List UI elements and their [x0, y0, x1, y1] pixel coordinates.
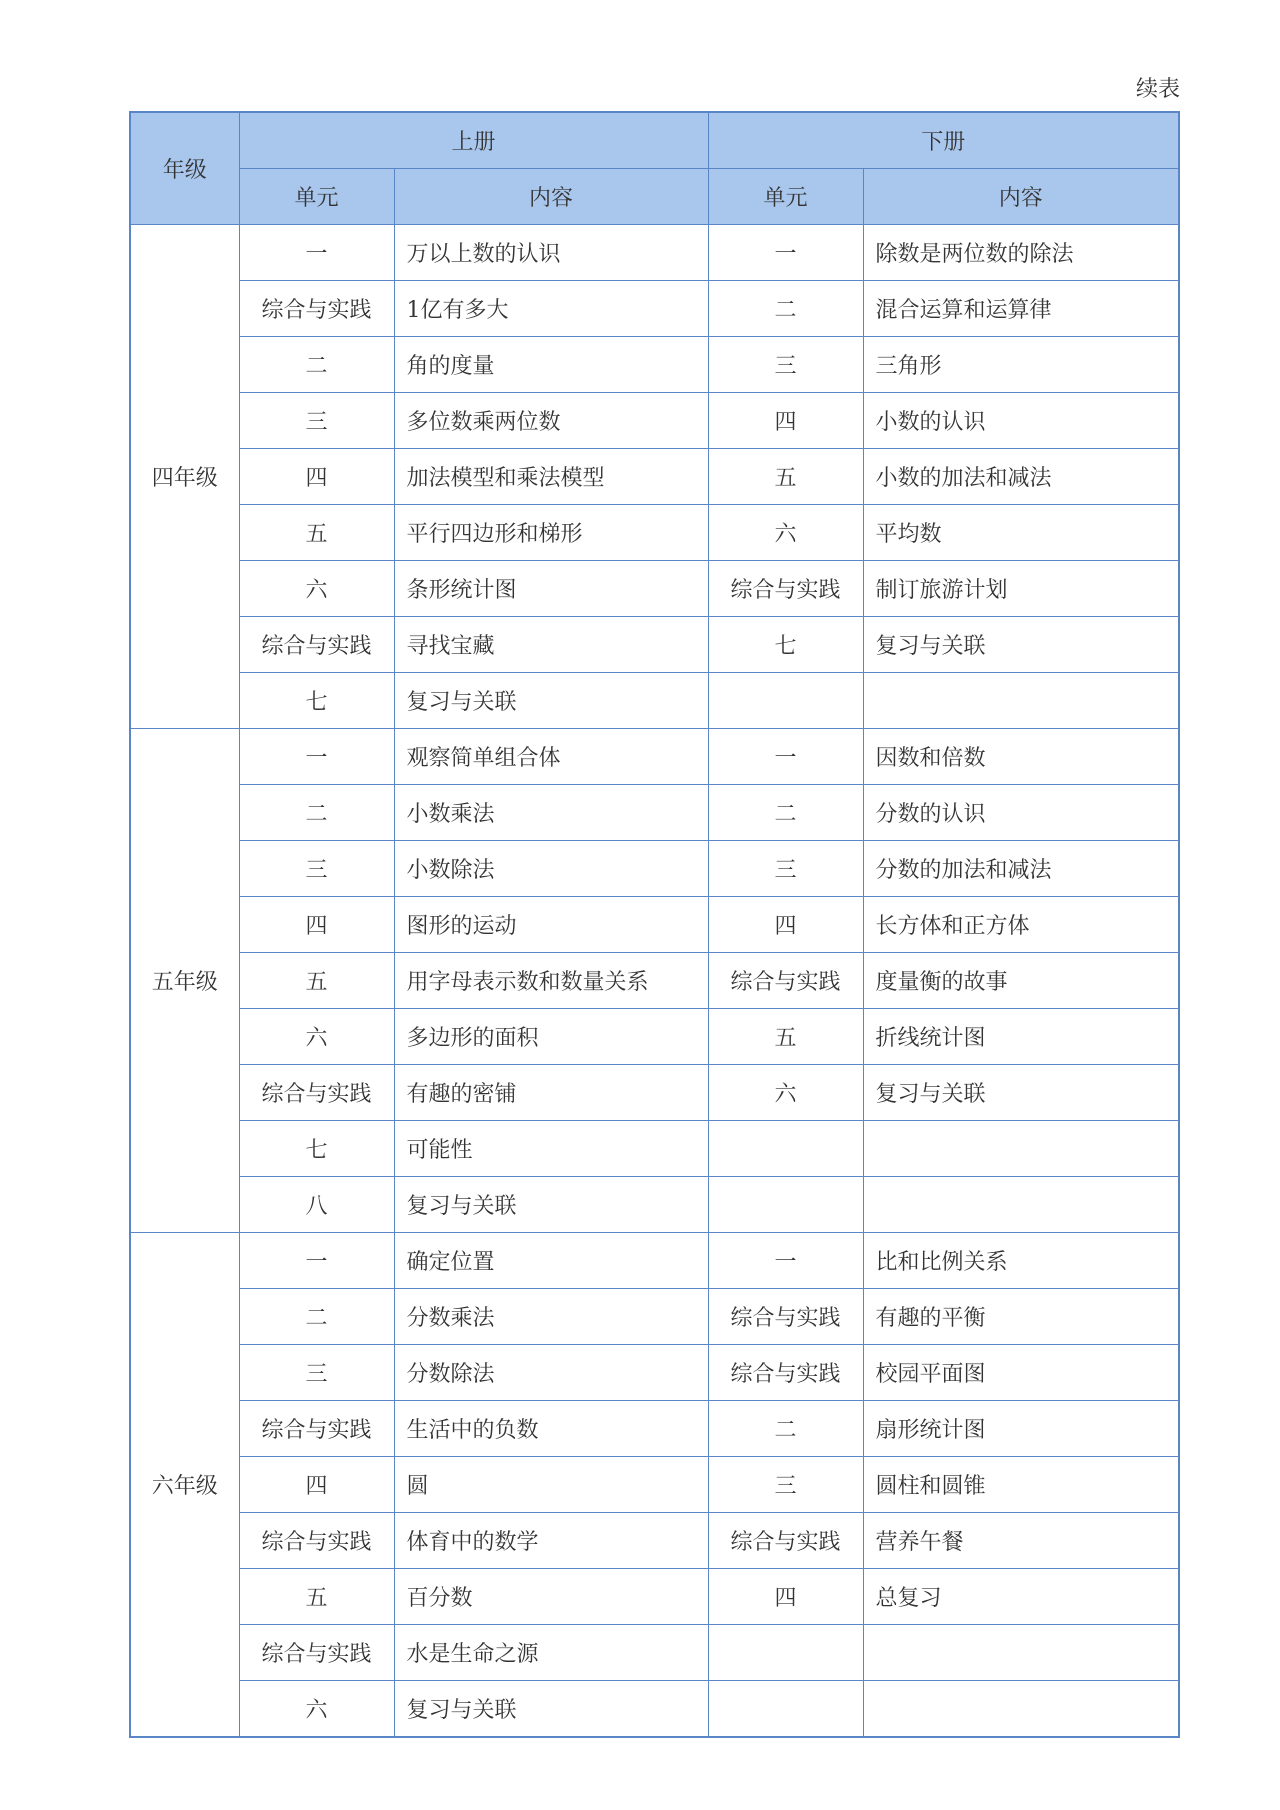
table-row [130, 1345, 1179, 1401]
vol2-unit-cell [708, 1625, 863, 1681]
vol2-content-cell: 因数和倍数 [863, 729, 1179, 785]
vol1-content-cell: 万以上数的认识 [394, 225, 708, 281]
vol2-content-cell: 圆柱和圆锥 [863, 1457, 1179, 1513]
vol2-content-cell: 除数是两位数的除法 [863, 225, 1179, 281]
vol1-unit-cell: 综合与实践 [239, 1513, 394, 1569]
vol2-content-cell: 折线统计图 [863, 1009, 1179, 1065]
vol1-content-cell: 条形统计图 [394, 561, 708, 617]
vol1-content-cell: 体育中的数学 [394, 1513, 708, 1569]
header-vol1-unit: 单元 [239, 169, 394, 225]
vol1-content-cell: 生活中的负数 [394, 1401, 708, 1457]
grade-cell: 四年级 [130, 225, 239, 729]
vol1-unit-cell: 四 [239, 1457, 394, 1513]
vol2-unit-cell: 综合与实践 [708, 1513, 863, 1569]
vol1-unit-cell: 综合与实践 [239, 1065, 394, 1121]
vol1-content-cell: 圆 [394, 1457, 708, 1513]
header-grade: 年级 [130, 112, 239, 225]
table-row [130, 729, 1179, 785]
table-row [130, 1065, 1179, 1121]
grade-cell: 六年级 [130, 1233, 239, 1738]
vol1-unit-cell: 五 [239, 953, 394, 1009]
vol1-unit-cell: 一 [239, 225, 394, 281]
table-row [130, 1121, 1179, 1177]
vol1-content-cell: 确定位置 [394, 1233, 708, 1289]
vol1-unit-cell: 二 [239, 337, 394, 393]
vol2-content-cell: 长方体和正方体 [863, 897, 1179, 953]
vol2-unit-cell: 七 [708, 617, 863, 673]
vol2-content-cell [863, 673, 1179, 729]
table-row [130, 1625, 1179, 1681]
table-row [130, 1233, 1179, 1289]
vol2-unit-cell [708, 1681, 863, 1738]
vol2-content-cell: 小数的加法和减法 [863, 449, 1179, 505]
table-row [130, 953, 1179, 1009]
vol1-unit-cell: 四 [239, 897, 394, 953]
table-row [130, 393, 1179, 449]
vol1-unit-cell: 二 [239, 785, 394, 841]
table-row [130, 673, 1179, 729]
grade-cell: 五年级 [130, 729, 239, 1233]
vol1-content-cell: 小数乘法 [394, 785, 708, 841]
vol2-content-cell [863, 1177, 1179, 1233]
vol2-content-cell: 校园平面图 [863, 1345, 1179, 1401]
table-row [130, 1681, 1179, 1738]
vol2-unit-cell [708, 1177, 863, 1233]
vol1-content-cell: 加法模型和乘法模型 [394, 449, 708, 505]
table-body [130, 225, 1179, 1738]
vol1-content-cell: 图形的运动 [394, 897, 708, 953]
vol2-unit-cell: 三 [708, 1457, 863, 1513]
vol2-unit-cell: 六 [708, 1065, 863, 1121]
vol2-unit-cell: 六 [708, 505, 863, 561]
table-row [130, 1177, 1179, 1233]
vol1-content-cell: 复习与关联 [394, 673, 708, 729]
vol1-unit-cell: 六 [239, 1681, 394, 1738]
table-row [130, 281, 1179, 337]
vol1-content-cell: 观察简单组合体 [394, 729, 708, 785]
vol2-content-cell: 混合运算和运算律 [863, 281, 1179, 337]
vol2-unit-cell: 四 [708, 393, 863, 449]
vol1-content-cell: 分数除法 [394, 1345, 708, 1401]
vol1-unit-cell: 七 [239, 673, 394, 729]
vol2-content-cell: 营养午餐 [863, 1513, 1179, 1569]
vol1-content-cell: 可能性 [394, 1121, 708, 1177]
vol2-unit-cell: 四 [708, 1569, 863, 1625]
vol2-content-cell: 度量衡的故事 [863, 953, 1179, 1009]
vol1-unit-cell: 二 [239, 1289, 394, 1345]
vol2-unit-cell: 综合与实践 [708, 953, 863, 1009]
vol2-unit-cell: 综合与实践 [708, 1289, 863, 1345]
vol2-content-cell [863, 1681, 1179, 1738]
vol1-unit-cell: 五 [239, 1569, 394, 1625]
header-vol1: 上册 [239, 112, 708, 169]
vol2-unit-cell [708, 673, 863, 729]
vol1-unit-cell: 七 [239, 1121, 394, 1177]
vol2-content-cell [863, 1625, 1179, 1681]
vol1-unit-cell: 综合与实践 [239, 281, 394, 337]
vol1-unit-cell: 三 [239, 393, 394, 449]
vol1-content-cell: 水是生命之源 [394, 1625, 708, 1681]
vol1-content-cell: 用字母表示数和数量关系 [394, 953, 708, 1009]
vol1-unit-cell: 综合与实践 [239, 1625, 394, 1681]
continued-label: 续表 [1135, 77, 1180, 102]
vol1-content-cell: 平行四边形和梯形 [394, 505, 708, 561]
table-row [130, 785, 1179, 841]
vol1-unit-cell: 综合与实践 [239, 1401, 394, 1457]
header-vol1-content: 内容 [394, 169, 708, 225]
vol2-unit-cell [708, 1121, 863, 1177]
vol1-unit-cell: 一 [239, 729, 394, 785]
vol1-unit-cell: 六 [239, 1009, 394, 1065]
vol2-content-cell: 比和比例关系 [863, 1233, 1179, 1289]
vol1-content-cell: 1亿有多大 [394, 281, 708, 337]
vol2-unit-cell: 三 [708, 841, 863, 897]
vol2-content-cell: 三角形 [863, 337, 1179, 393]
table-row [130, 841, 1179, 897]
vol2-content-cell: 扇形统计图 [863, 1401, 1179, 1457]
vol2-content-cell: 分数的加法和减法 [863, 841, 1179, 897]
vol2-content-cell: 有趣的平衡 [863, 1289, 1179, 1345]
vol1-content-cell: 分数乘法 [394, 1289, 708, 1345]
vol1-content-cell: 多边形的面积 [394, 1009, 708, 1065]
table-row [130, 505, 1179, 561]
vol2-content-cell: 小数的认识 [863, 393, 1179, 449]
table-row [130, 449, 1179, 505]
table-row [130, 617, 1179, 673]
vol2-content-cell: 复习与关联 [863, 1065, 1179, 1121]
vol2-content-cell: 制订旅游计划 [863, 561, 1179, 617]
header-vol2-unit: 单元 [708, 169, 863, 225]
vol2-unit-cell: 综合与实践 [708, 1345, 863, 1401]
table-row [130, 1289, 1179, 1345]
table-row [130, 561, 1179, 617]
vol1-content-cell: 角的度量 [394, 337, 708, 393]
table-row [130, 1457, 1179, 1513]
vol2-unit-cell: 五 [708, 449, 863, 505]
header-vol2-content: 内容 [863, 169, 1179, 225]
vol2-unit-cell: 一 [708, 225, 863, 281]
table-row [130, 337, 1179, 393]
vol2-unit-cell: 二 [708, 1401, 863, 1457]
table-row [130, 897, 1179, 953]
vol1-unit-cell: 六 [239, 561, 394, 617]
vol2-content-cell: 平均数 [863, 505, 1179, 561]
table-row [130, 1513, 1179, 1569]
vol2-unit-cell: 二 [708, 281, 863, 337]
vol1-content-cell: 百分数 [394, 1569, 708, 1625]
vol2-content-cell [863, 1121, 1179, 1177]
vol1-content-cell: 小数除法 [394, 841, 708, 897]
vol2-unit-cell: 三 [708, 337, 863, 393]
vol1-unit-cell: 三 [239, 841, 394, 897]
header-vol2: 下册 [708, 112, 1179, 169]
vol1-unit-cell: 五 [239, 505, 394, 561]
table-row [130, 1401, 1179, 1457]
vol2-content-cell: 复习与关联 [863, 617, 1179, 673]
vol1-unit-cell: 四 [239, 449, 394, 505]
vol2-content-cell: 总复习 [863, 1569, 1179, 1625]
vol1-content-cell: 有趣的密铺 [394, 1065, 708, 1121]
vol1-content-cell: 多位数乘两位数 [394, 393, 708, 449]
vol2-unit-cell: 四 [708, 897, 863, 953]
vol2-unit-cell: 一 [708, 729, 863, 785]
vol2-content-cell: 分数的认识 [863, 785, 1179, 841]
vol2-unit-cell: 二 [708, 785, 863, 841]
vol1-content-cell: 复习与关联 [394, 1177, 708, 1233]
vol1-unit-cell: 一 [239, 1233, 394, 1289]
vol1-unit-cell: 综合与实践 [239, 617, 394, 673]
vol2-unit-cell: 五 [708, 1009, 863, 1065]
vol1-content-cell: 复习与关联 [394, 1681, 708, 1738]
table-row [130, 225, 1179, 281]
table-row [130, 1009, 1179, 1065]
vol1-unit-cell: 三 [239, 1345, 394, 1401]
table-row [130, 1569, 1179, 1625]
vol1-content-cell: 寻找宝藏 [394, 617, 708, 673]
vol1-unit-cell: 八 [239, 1177, 394, 1233]
vol2-unit-cell: 综合与实践 [708, 561, 863, 617]
vol2-unit-cell: 一 [708, 1233, 863, 1289]
table-header [130, 112, 1179, 225]
curriculum-table [129, 111, 1180, 1738]
